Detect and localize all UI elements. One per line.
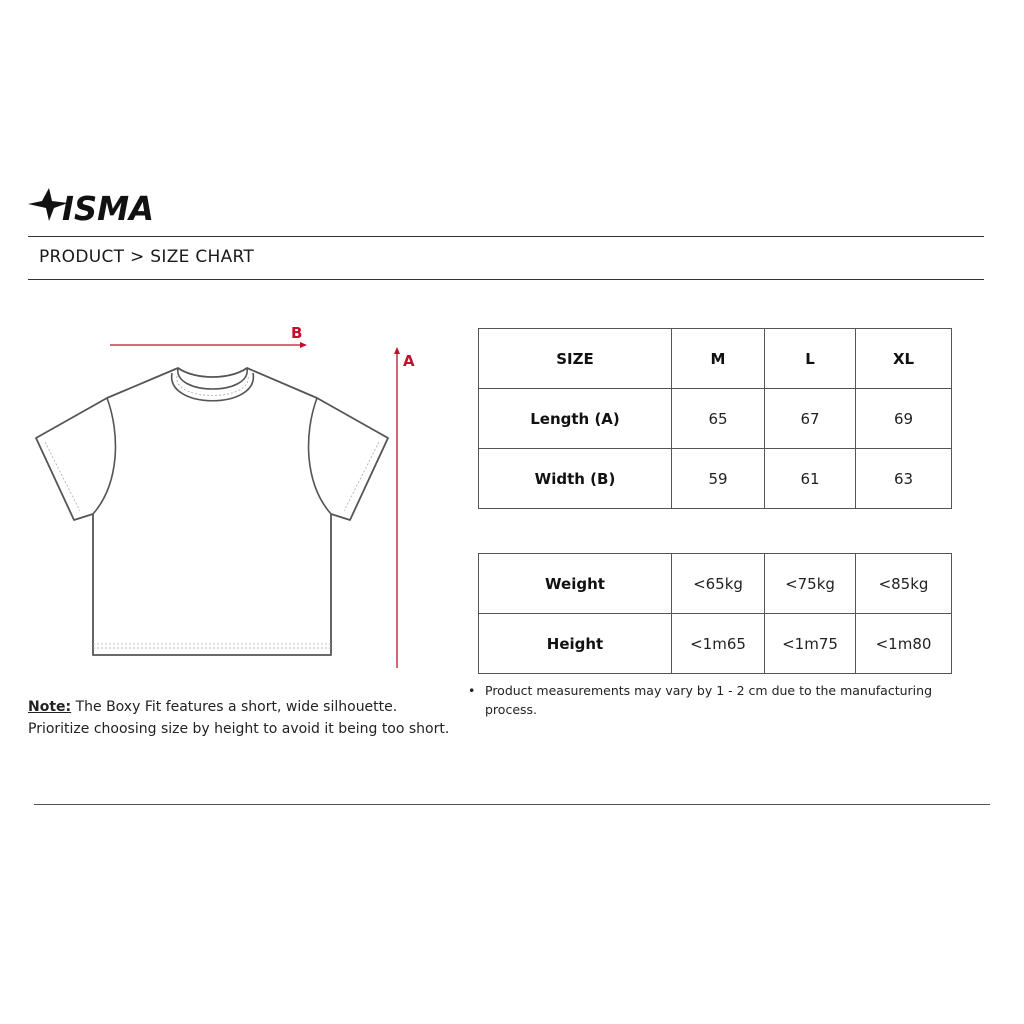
row-label: Height: [479, 614, 672, 674]
tshirt-diagram: [25, 318, 425, 678]
table-cell: 69: [856, 389, 952, 449]
header-xl: XL: [856, 329, 952, 389]
row-label: Weight: [479, 554, 672, 614]
label-a: A: [403, 352, 415, 370]
note-line-2: Prioritize choosing size by height to avoid it being too short.: [28, 721, 450, 737]
table-cell: <1m80: [856, 614, 952, 674]
table-cell: <85kg: [856, 554, 952, 614]
footer-rule: [34, 804, 990, 805]
header-l: L: [765, 329, 856, 389]
length-arrow: [394, 347, 400, 668]
table-cell: 61: [765, 449, 856, 509]
table-cell: <1m75: [765, 614, 856, 674]
table-row: [479, 449, 952, 509]
header-top-rule: [28, 236, 984, 237]
body-table: [478, 553, 952, 674]
table-cell: <65kg: [672, 554, 765, 614]
header-bottom-rule: [28, 279, 984, 280]
row-label: Length (A): [479, 389, 672, 449]
fit-note: [28, 696, 488, 740]
table-row: [479, 389, 952, 449]
width-arrow: [110, 342, 307, 348]
brand-logo: [28, 184, 158, 224]
label-b: B: [291, 324, 303, 342]
svg-text:ISMA: ISMA: [62, 189, 154, 224]
table-cell: 65: [672, 389, 765, 449]
header-m: M: [672, 329, 765, 389]
row-label: Width (B): [479, 449, 672, 509]
table-row: [479, 614, 952, 674]
table-cell: 67: [765, 389, 856, 449]
table-cell: <75kg: [765, 554, 856, 614]
header-size: SIZE: [479, 329, 672, 389]
measurement-disclaimer: [468, 681, 968, 719]
table-cell: 63: [856, 449, 952, 509]
bullet-icon: •: [468, 683, 476, 698]
disclaimer-text: Product measurements may vary by 1 - 2 cm due to the manufacturing process.: [485, 683, 933, 717]
table-cell: 59: [672, 449, 765, 509]
tshirt-outline: [36, 368, 388, 655]
note-line-1: The Boxy Fit features a short, wide silhouette.: [75, 699, 398, 715]
note-label: Note:: [28, 699, 72, 715]
table-cell: <1m65: [672, 614, 765, 674]
table-row: [479, 554, 952, 614]
size-table-header-row: [479, 329, 952, 389]
size-table: [478, 328, 952, 509]
breadcrumb: PRODUCT > SIZE CHART: [39, 247, 255, 267]
